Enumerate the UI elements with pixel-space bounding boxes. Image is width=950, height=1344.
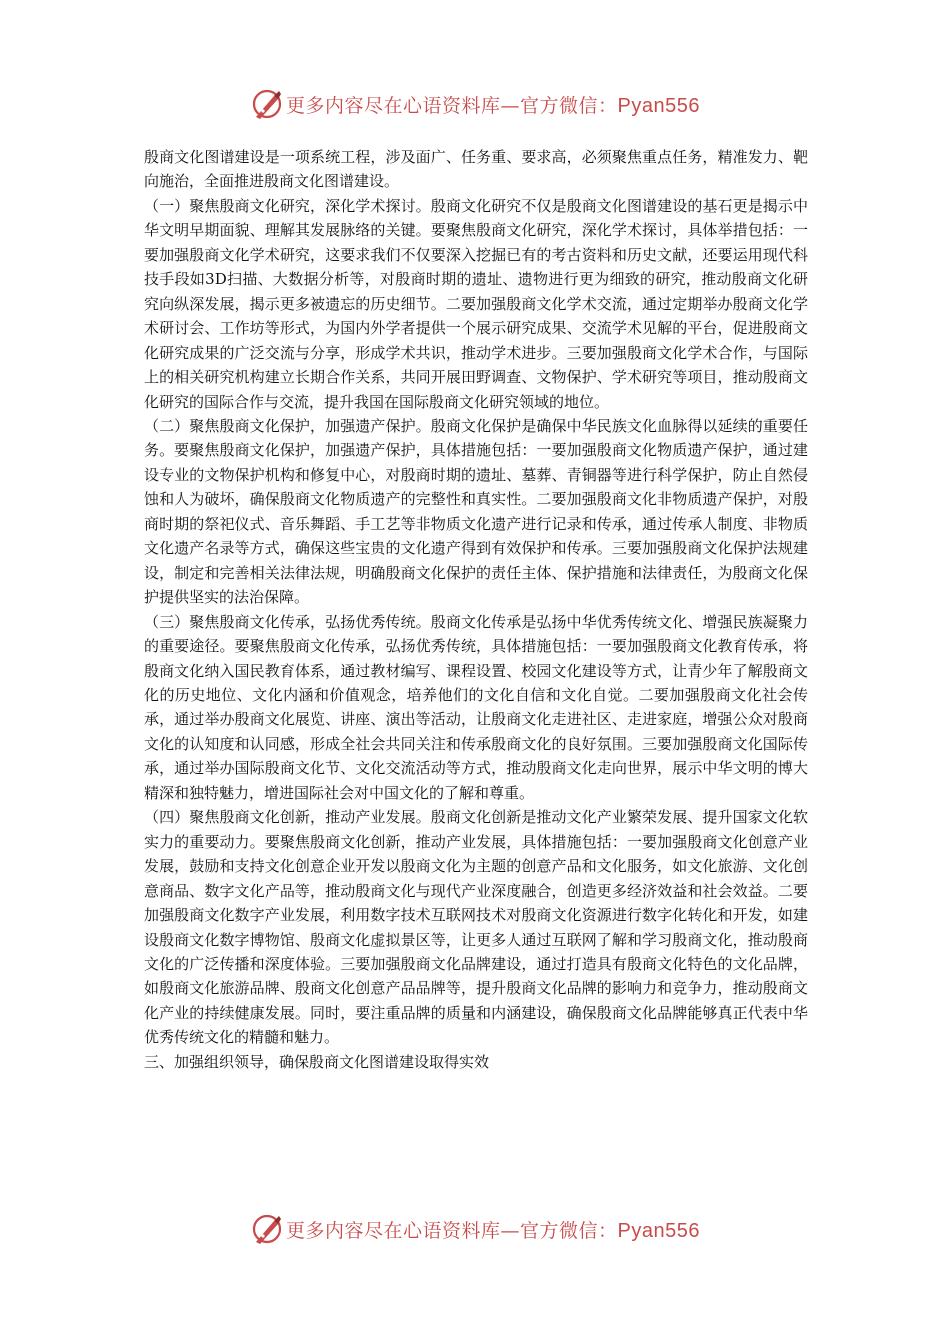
- header-watermark-banner: [0, 84, 950, 124]
- wechat-handle: Pyan556: [617, 1219, 700, 1242]
- paragraph-research: （一）聚焦殷商文化研究，深化学术探讨。殷商文化研究不仅是殷商文化图谱建设的基石更是揭示中华文明早期面貌、理解其发展脉络的关键。要聚焦殷商文化研究，深化学术探讨，具体举措包括：一要加强殷商文化学术研究，这要求我们不仅要深入挖掘已有的考古资料和历史文献，还要运用现代科技手段如3D扫描、大数据分析等，对殷商时期的遗址、遗物进行更为细致的研究，推动殷商文化研究向纵深发展，揭示更多被遗忘的历史细节。二要加强殷商文化学术交流，通过定期举办殷商文化学术研讨会、工作坊等形式，为国内外学者提供一个展示研究成果、交流学术见解的平台，促进殷商文化研究成果的广泛交流与分享，形成学术共识，推动学术进步。三要加强殷商文化学术合作，与国际上的相关研究机构建立长期合作关系，共同开展田野调查、文物保护、学术研究等项目，推动殷商文化研究的国际合作与交流，提升我国在国际殷商文化研究领域的地位。: [144, 196, 808, 411]
- paragraph-intro: 殷商文化图谱建设是一项系统工程，涉及面广、任务重、要求高，必须聚焦重点任务，精准发力、靶向施治，全面推进殷商文化图谱建设。: [144, 148, 808, 191]
- watermark-text: 更多内容尽在心语资料库—官方微信：Pyan556: [286, 1219, 700, 1242]
- footer-watermark-banner: [0, 1209, 950, 1249]
- wechat-handle: Pyan556: [617, 94, 700, 117]
- paragraph-inheritance: （三）聚焦殷商文化传承，弘扬优秀传统。殷商文化传承是弘扬中华优秀传统文化、增强民族凝聚力的重要途径。要聚焦殷商文化传承，弘扬优秀传统，具体措施包括：一要加强殷商文化教育传承，将殷商文化纳入国民教育体系，通过教材编写、课程设置、校园文化建设等方式，让青少年了解殷商文化的历史地位、文化内涵和价值观念，培养他们的文化自信和文化自觉。二要加强殷商文化社会传承，通过举办殷商文化展览、讲座、演出等活动，让殷商文化走进社区、走进家庭，增强公众对殷商文化的认知度和认同感，形成全社会共同关注和传承殷商文化的良好氛围。三要加强殷商文化国际传承，通过举办国际殷商文化节、文化交流活动等方式，推动殷商文化走向世界，展示中华文明的博大精深和独特魅力，增进国际社会对中国文化的了解和尊重。: [144, 612, 808, 802]
- fountain-pen-logo-icon: [250, 1212, 284, 1246]
- section-heading: 三、加强组织领导，确保殷商文化图谱建设取得实效: [144, 1052, 490, 1071]
- watermark-text: 更多内容尽在心语资料库—官方微信：Pyan556: [286, 94, 700, 117]
- paragraph-protection: （二）聚焦殷商文化保护，加强遗产保护。殷商文化保护是确保中华民族文化血脉得以延续的重要任务。要聚焦殷商文化保护，加强遗产保护，具体措施包括：一要加强殷商文化物质遗产保护，通过建设专业的文物保护机构和修复中心，对殷商时期的遗址、墓葬、青铜器等进行科学保护，防止自然侵蚀和人为破坏，确保殷商文化物质遗产的完整性和真实性。二要加强殷商文化非物质遗产保护，对殷商时期的祭祀仪式、音乐舞蹈、手工艺等非物质文化遗产进行记录和传承，通过传承人制度、非物质文化遗产名录等方式，确保这些宝贵的文化遗产得到有效保护和传承。三要加强殷商文化保护法规建设，制定和完善相关法律法规，明确殷商文化保护的责任主体、保护措施和法律责任，为殷商文化保护提供坚实的法治保障。: [144, 416, 808, 607]
- fountain-pen-logo-icon: [250, 87, 284, 121]
- paragraph-innovation: （四）聚焦殷商文化创新，推动产业发展。殷商文化创新是推动文化产业繁荣发展、提升国家文化软实力的重要动力。要聚焦殷商文化创新，推动产业发展，具体措施包括：一要加强殷商文化创意产业发展，鼓励和支持文化创意企业开发以殷商文化为主题的创意产品和文化服务，如文化旅游、文化创意商品、数字文化产品等，推动殷商文化与现代产业深度融合，创造更多经济效益和社会效益。二要加强殷商文化数字产业发展，利用数字技术互联网技术对殷商文化资源进行数字化转化和开发，如建设殷商文化数字博物馆、殷商文化虚拟景区等，让更多人通过互联网了解和学习殷商文化，推动殷商文化的广泛传播和深度体验。三要加强殷商文化品牌建设，通过打造具有殷商文化特色的文化品牌，如殷商文化旅游品牌、殷商文化创意产品品牌等，提升殷商文化品牌的影响力和竞争力，推动殷商文化产业的持续健康发展。同时，要注重品牌的质量和内涵建设，确保殷商文化品牌能够真正代表中华优秀传统文化的精髓和魅力。: [144, 808, 808, 1047]
- document-body: [144, 145, 808, 1074]
